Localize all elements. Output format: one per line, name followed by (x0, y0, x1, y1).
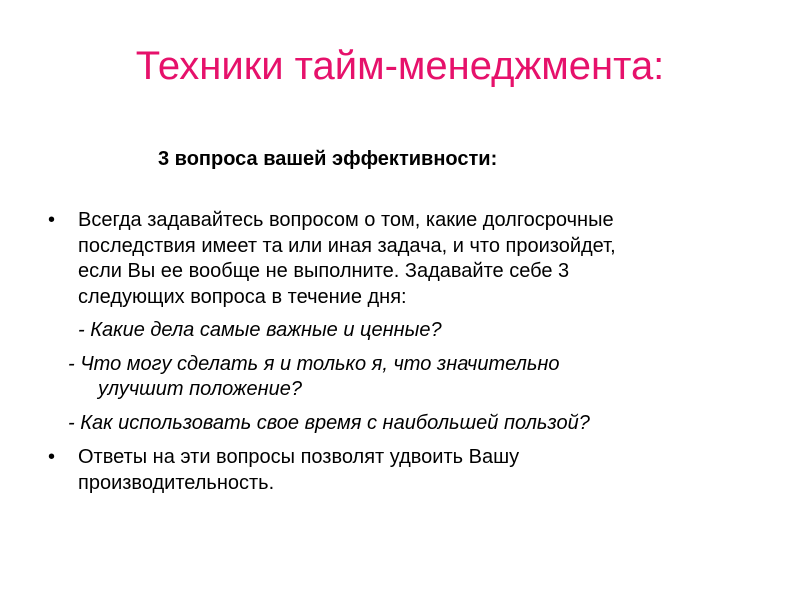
question-item: - Как использовать свое время с наибольшей пользой? (68, 411, 590, 434)
bullet-item (48, 208, 748, 310)
question-line: - Что могу сделать я и только я, что значительно (68, 352, 560, 375)
bullet-line: производительность. (78, 471, 275, 494)
bullet-line: следующих вопроса в течение дня: (78, 285, 407, 308)
question-item (48, 352, 748, 403)
slide-title: Техники тайм-менеджмента: (135, 44, 665, 88)
bullet-line: последствия имеет та или иная задача, и что произойдет, (78, 234, 616, 257)
bullet-item (48, 445, 748, 496)
bullet-dot: • (48, 209, 56, 231)
bullet-dot: • (48, 446, 56, 468)
bullet-line: Всегда задавайтесь вопросом о том, какие долгосрочные (78, 209, 614, 231)
question-line: улучшит положение? (98, 378, 303, 400)
slide-subtitle: 3 вопроса вашей эффективности: (158, 148, 498, 170)
bullet-line: если Вы ее вообще не выполните. Задавайте себе 3 (78, 260, 570, 282)
bullet-line: Ответы на эти вопросы позволят удвоить Вашу (78, 446, 520, 468)
slide-content (48, 208, 748, 496)
question-item: - Какие дела самые важные и ценные? (78, 319, 442, 341)
